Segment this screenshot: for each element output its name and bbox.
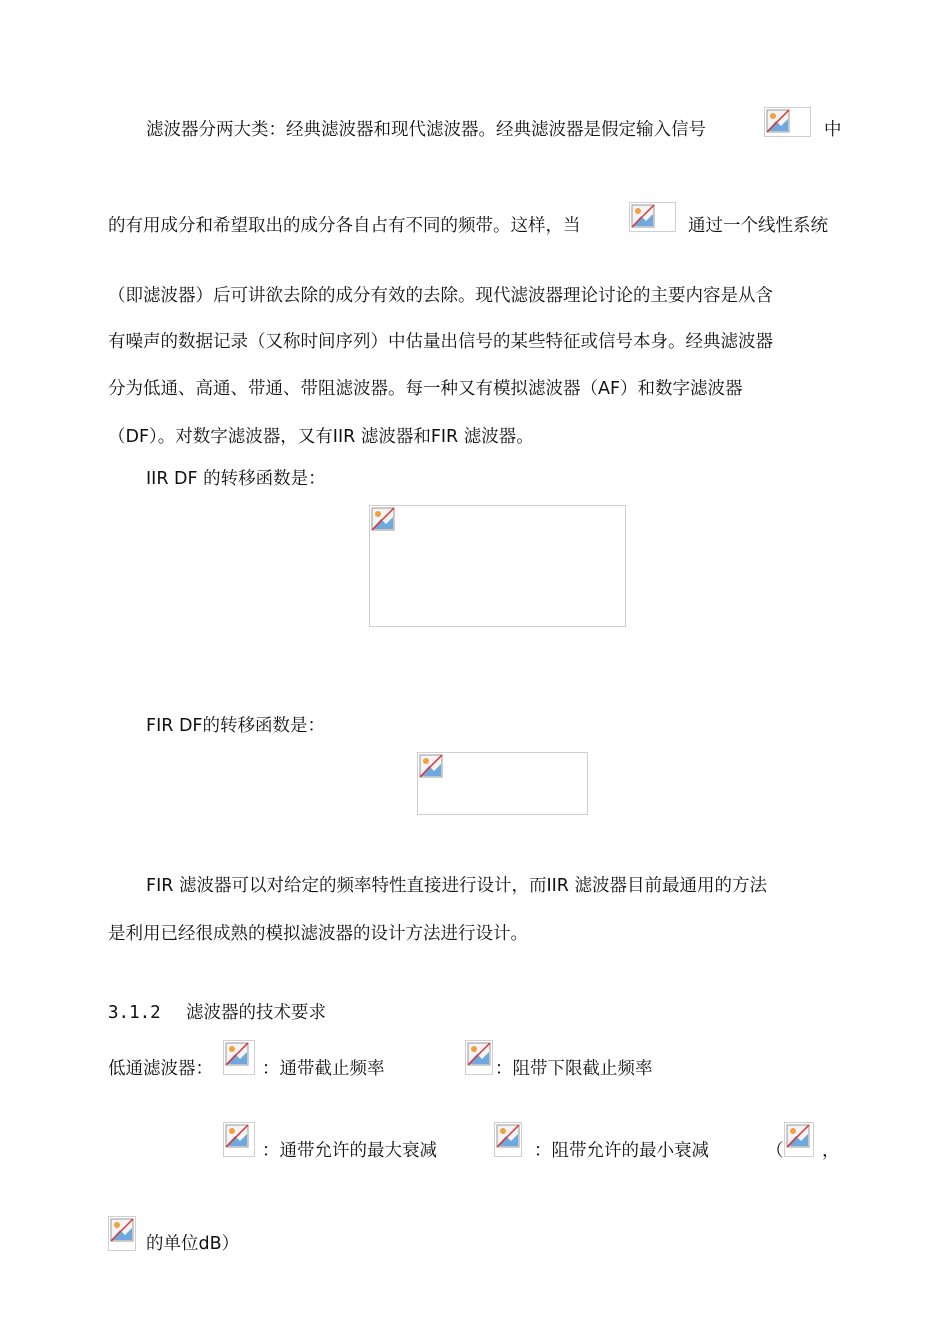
inline-symbol-image	[465, 1040, 493, 1075]
para1-line3: （即滤波器）后可讲欲去除的成分有效的去除。现代滤波器理论讨论的主要内容是从含	[108, 286, 773, 306]
iir-label: IIR DF 的转移函数是：	[146, 469, 326, 489]
unit-text: 的单位dB）	[146, 1234, 240, 1254]
passband-freq-text: ：通带截止频率	[262, 1059, 385, 1079]
broken-image-icon	[496, 1124, 520, 1148]
para1-line1: 滤波器分两大类：经典滤波器和现代滤波器。经典滤波器是假定输入信号	[146, 120, 706, 140]
section-number: 3.1.2	[108, 1003, 161, 1023]
inline-symbol-image	[223, 1122, 255, 1157]
fir-label: FIR DF的转移函数是：	[146, 716, 325, 736]
inline-symbol-image	[494, 1122, 522, 1157]
para1-line1-tail: 中	[824, 120, 842, 140]
iir-transfer-function-image	[369, 505, 626, 627]
para1-line2-tail: 通过一个线性系统	[688, 216, 828, 236]
section-title: 滤波器的技术要求	[186, 1003, 326, 1023]
stopband-freq-text: ：阻带下限截止频率	[495, 1059, 653, 1079]
para1-line5: 分为低通、高通、带通、带阻滤波器。每一种又有模拟滤波器（AF）和数字滤波器	[108, 379, 743, 399]
broken-image-icon	[766, 109, 790, 133]
para2-line1: FIR 滤波器可以对给定的频率特性直接进行设计，而IIR 滤波器目前最通用的方法	[146, 876, 767, 896]
inline-symbol-image	[223, 1040, 255, 1075]
para1-line4: 有噪声的数据记录（又称时间序列）中估量出信号的某些特征或信号本身。经典滤波器	[108, 332, 773, 352]
broken-image-icon	[631, 204, 655, 228]
broken-image-icon	[371, 507, 395, 531]
broken-image-icon	[786, 1124, 810, 1148]
broken-image-icon	[225, 1124, 249, 1148]
inline-symbol-image	[108, 1216, 136, 1251]
stopband-atten-text: ：阻带允许的最小衰减	[534, 1141, 709, 1161]
para1-line2: 的有用成分和希望取出的成分各自占有不同的频带。这样，当	[108, 216, 581, 236]
fir-transfer-function-image	[417, 752, 588, 815]
inline-formula-image	[764, 107, 811, 137]
passband-atten-text: ：通带允许的最大衰减	[262, 1141, 437, 1161]
broken-image-icon	[467, 1042, 491, 1066]
broken-image-icon	[419, 754, 443, 778]
para2-line2: 是利用已经很成熟的模拟滤波器的设计方法进行设计。	[108, 924, 528, 944]
broken-image-icon	[110, 1218, 134, 1242]
lowpass-label: 低通滤波器：	[108, 1059, 213, 1079]
comma: ，	[822, 1141, 840, 1161]
inline-symbol-image	[784, 1122, 814, 1157]
paren-open: （	[766, 1141, 784, 1161]
broken-image-icon	[225, 1042, 249, 1066]
inline-formula-image	[629, 202, 676, 232]
para1-line6: （DF）。对数字滤波器，又有IIR 滤波器和FIR 滤波器。	[108, 427, 534, 447]
